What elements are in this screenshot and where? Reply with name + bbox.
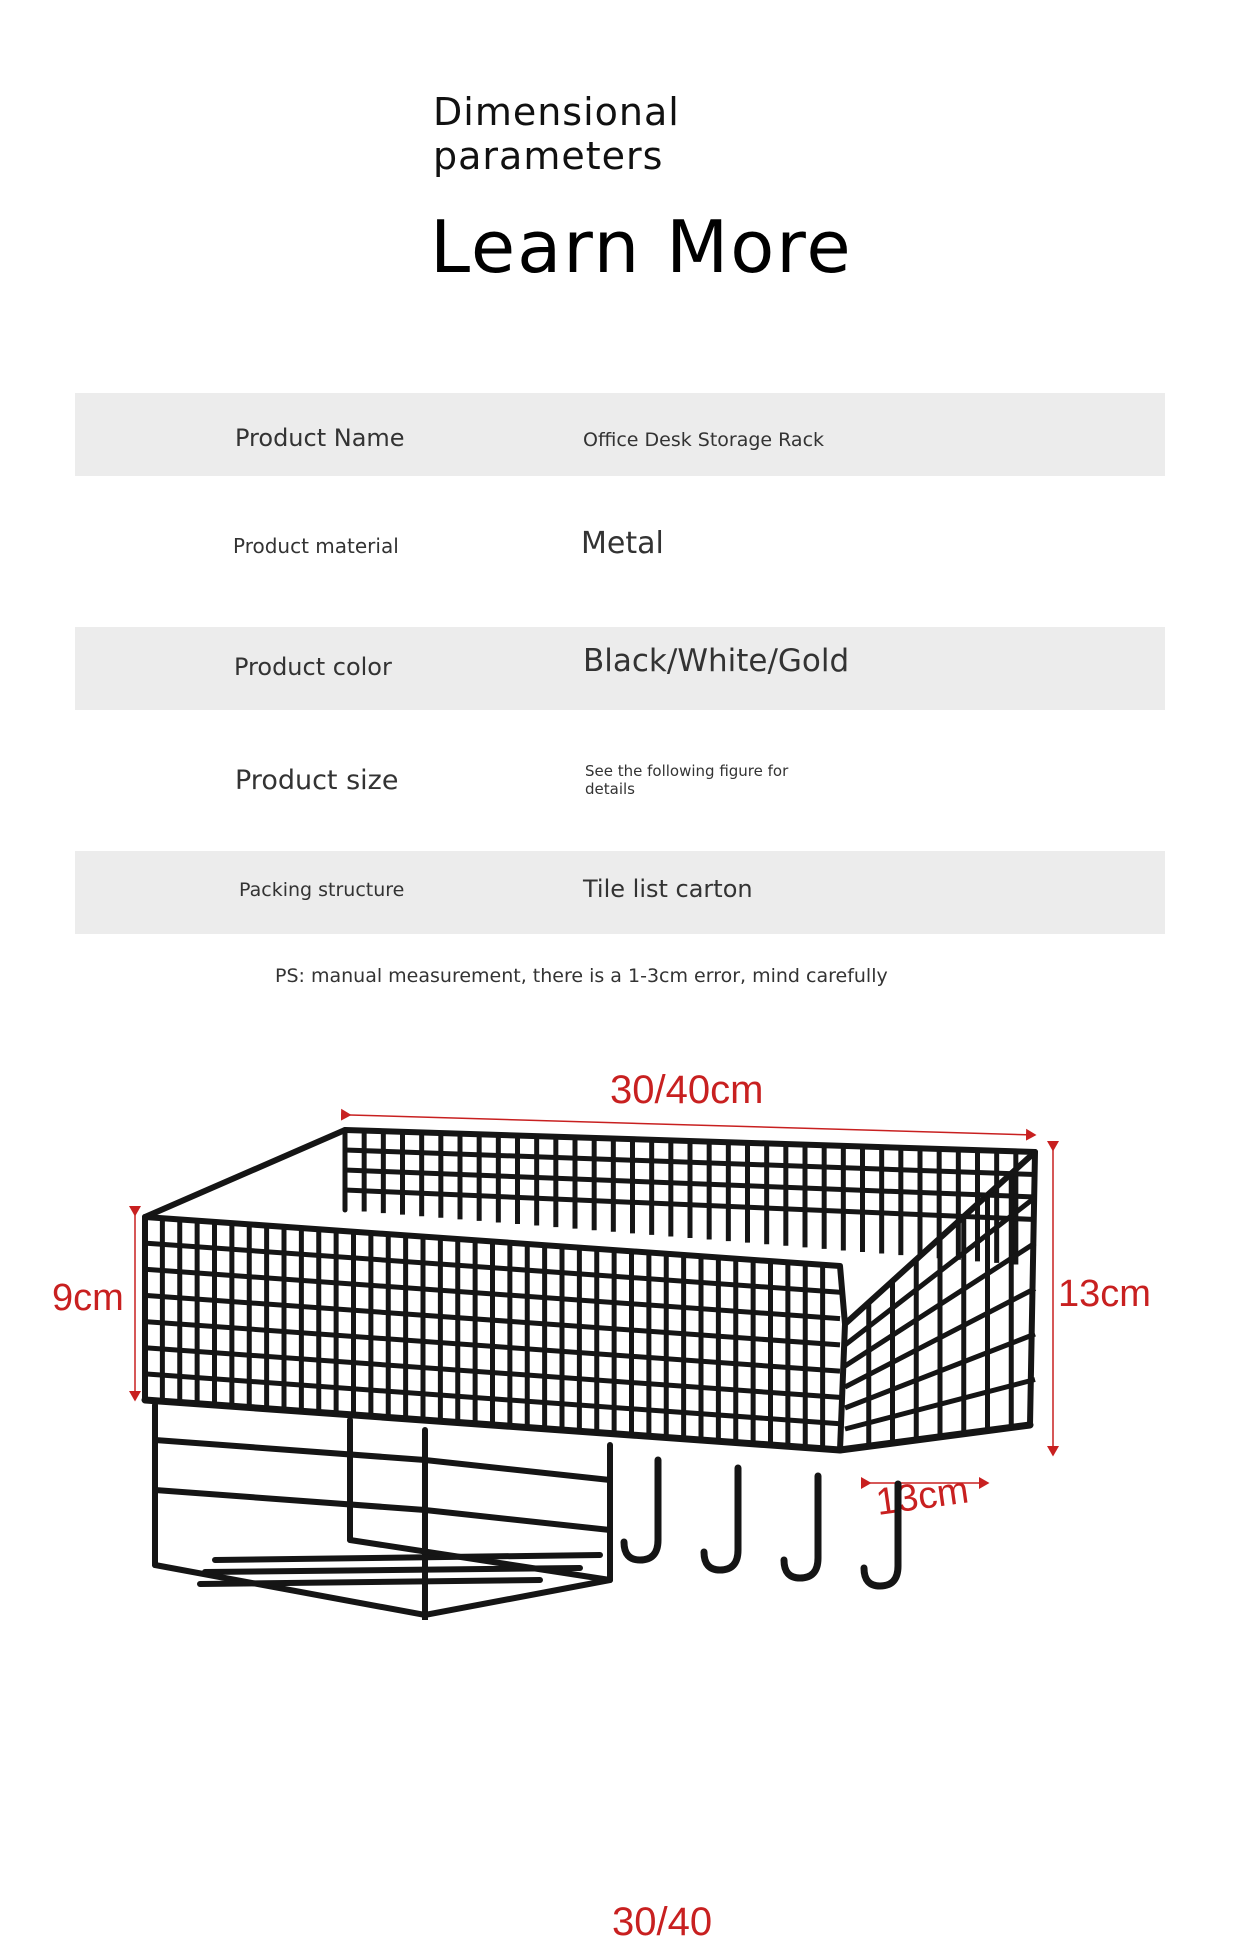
hook-1 — [624, 1460, 658, 1560]
basket-grid — [145, 1131, 1035, 1449]
param-row-size — [75, 710, 1165, 851]
param-label-color: Product color — [234, 653, 392, 681]
param-value-packing: Tile list carton — [583, 875, 753, 903]
param-row-packing — [75, 851, 1165, 934]
measurement-note: PS: manual measurement, there is a 1-3cm error, mind carefully — [275, 965, 888, 987]
bottom-partial-label: 30/40 — [612, 1900, 713, 1944]
lower-shelf-slat-3 — [200, 1580, 540, 1584]
lower-shelf-rail-top — [155, 1440, 610, 1480]
page-title: Learn More — [430, 205, 853, 289]
basket-left-side-top — [145, 1130, 345, 1217]
back-height-label: 13cm — [1058, 1273, 1151, 1315]
lower-shelf-slat-1 — [215, 1555, 600, 1560]
lower-shelf — [155, 1405, 610, 1620]
width-label: 30/40cm — [610, 1068, 764, 1112]
param-row-name — [75, 393, 1165, 476]
param-label-packing: Packing structure — [239, 879, 405, 901]
hook-2 — [704, 1468, 738, 1570]
param-label-size: Product size — [235, 765, 399, 796]
lower-shelf-rail-mid — [155, 1490, 610, 1530]
param-row-material — [75, 476, 1165, 627]
param-label-material: Product material — [233, 534, 399, 558]
param-value-name: Office Desk Storage Rack — [583, 429, 825, 451]
header-subtitle: Dimensional parameters — [433, 90, 680, 178]
hook-3 — [784, 1476, 818, 1578]
param-row-color — [75, 627, 1165, 710]
param-value-color: Black/White/Gold — [583, 643, 850, 679]
hooks — [624, 1460, 898, 1586]
param-value-material: Metal — [581, 526, 664, 561]
param-value-size: See the following figure for details — [585, 762, 789, 798]
parameter-table — [75, 393, 1165, 934]
param-label-name: Product Name — [235, 424, 405, 452]
depth-label: 13cm — [873, 1469, 972, 1524]
product-figure — [40, 1060, 1180, 1620]
front-height-label: 9cm — [52, 1277, 124, 1319]
